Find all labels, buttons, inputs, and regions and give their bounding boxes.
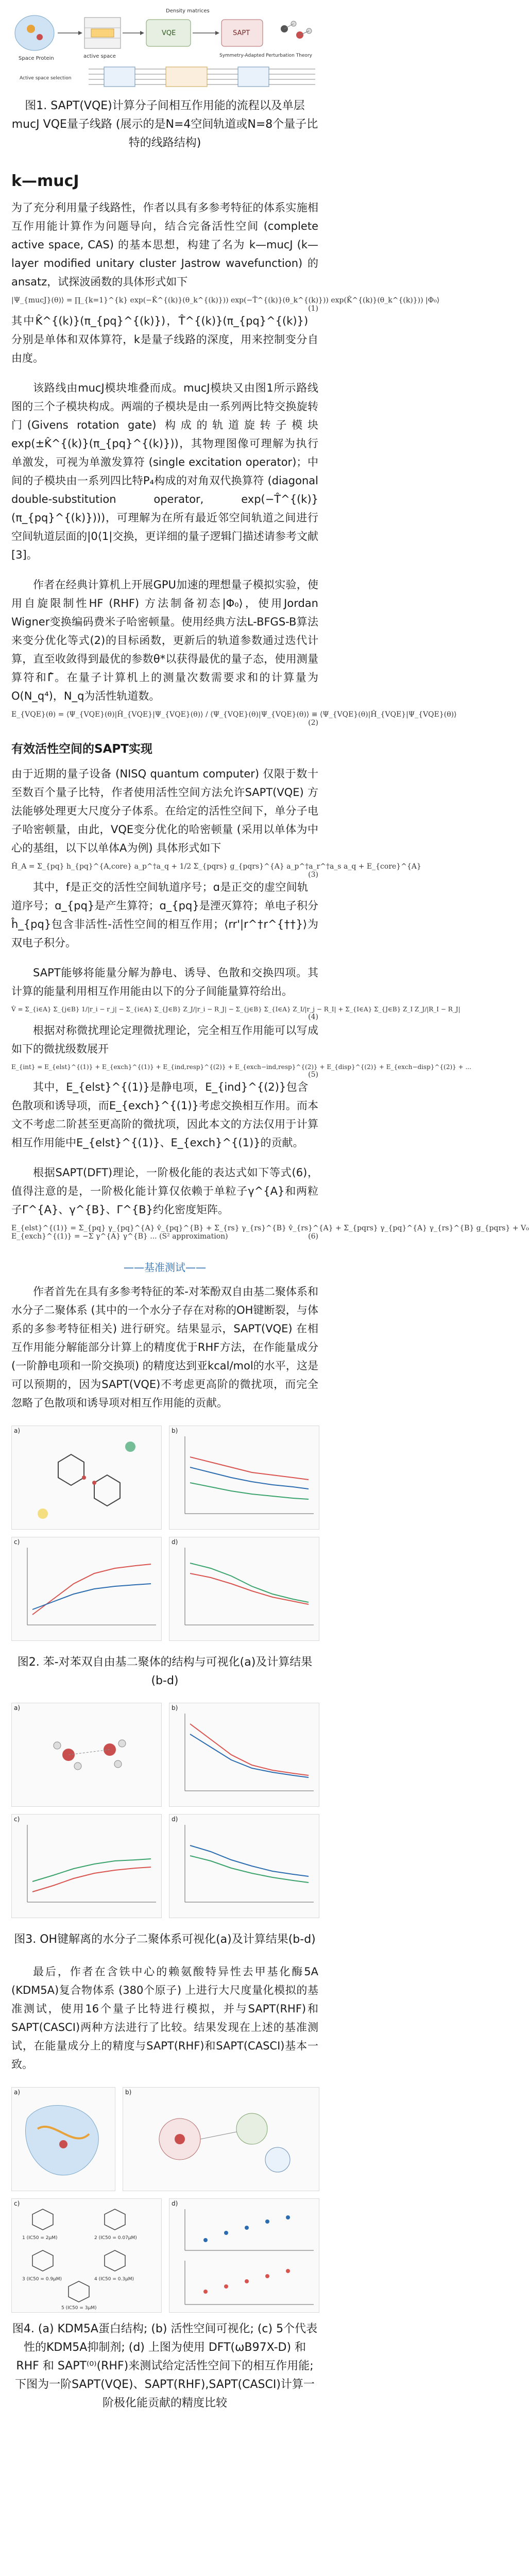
section-title-sapt: 有效活性空间的SAPT实现 <box>11 742 152 756</box>
equation-3-number: (3) <box>308 871 318 879</box>
inhibitor-1-label: 1 (IC50 = 2μM) <box>22 2235 58 2241</box>
figure-2-label-b: b) <box>172 1427 178 1434</box>
figure-4-label-d: d) <box>172 2200 178 2207</box>
equation-2-body: E_{VQE}(θ) = ⟨Ψ_{VQE}(θ)|Ĥ_{VQE}|Ψ_{VQE}(θ)⟩ / ⟨Ψ_{VQE}(θ)|Ψ_{VQE}(θ)⟩ ≡ ⟨Ψ_{VQE}(θ)|Ĥ_{VQE}|Ψ_{VQE}(θ)⟩ <box>11 710 457 719</box>
figure-3-panel-b <box>169 1703 319 1807</box>
inhibitor-2-label: 2 (IC50 = 0.07μM) <box>94 2235 137 2241</box>
figure-4-panel-a <box>11 2087 115 2191</box>
equation-6-exch: E_{exch}^{(1)} = −Σ γ^{A} γ^{B} ... (S² approximation) (6) <box>11 1232 318 1241</box>
paragraph-sapt-indices: 其中，f是正交的活性空间轨道序号；ɑ是正交的虚空间轨道序号；ɑ_{pq}是产生算符；ɑ_{pq}是湮灭算符；单电子积分ĥ_{pq}包含非活性-活性空间的相互作用；⟨rr'|r^†r^{††}⟩为双电子积分。 <box>11 881 318 949</box>
section-divider-benchmark: ——基准测试—— <box>124 1261 206 1274</box>
figure-4 <box>11 2087 318 2314</box>
paragraph-kmucj-simulation: 作者在经典计算机上开展GPU加速的理想量子模拟实验，使用自旋限制性HF (RHF) 方法制备初态|Φ₀⟩，使用Jordan Wigner变换编码费米子哈密顿量。使用经典方法L-BFGS-B算法来变分优化等式(2)的目标函数，更新后的轨道参数通过迭代计算，直至收敛得到最优的参数θ*以获得最优的量子态，使用测量算符和Γ̂。在量子计算机上的测量次数需要求和的计算量为O(N_q⁴)，N_q为活性轨道数。 <box>11 579 318 702</box>
equation-1-number: (1) <box>308 304 318 313</box>
figure-3-plot-d <box>169 1815 319 1918</box>
paragraph-sapt-expansion: 根据对称微扰理论定理微扰理论，完全相互作用能可以写成如下的微扰级数展开 <box>11 1024 318 1055</box>
equation-5-number: (5) <box>308 1071 318 1079</box>
figure-4-panel-b <box>123 2087 319 2191</box>
paragraph-sapt-dft: 根据SAPT(DFT)理论，一阶极化能的表达式如下等式(6)，值得注意的是，一阶极化能计算仅依赖于单粒子γ^{A}和两粒子Γ^{A}、γ^{B}、Γ^{B}约化密度矩阵。 <box>11 1166 318 1216</box>
figure-3-label-d: d) <box>172 1816 178 1823</box>
section-title-kmucj: k—mucJ <box>11 172 79 190</box>
equation-2-number: (2) <box>308 719 318 727</box>
figure-4-inhibitors <box>12 2199 161 2312</box>
figure-2-label-a: a) <box>14 1427 21 1434</box>
figure-3 <box>11 1703 318 1924</box>
figure-2-molecule <box>12 1426 161 1529</box>
paragraph-sapt-decomposition: SAPT能够将能量分解为静电、诱导、色散和交换四项。其计算的能量利用相互作用能由以下的分子间能量算符给出。 <box>11 967 318 997</box>
dimer-molecule-icon <box>281 21 312 39</box>
equation-4 <box>11 1006 460 1021</box>
figure-2-panel-d <box>169 1537 319 1641</box>
equation-4-body: V̂ = Σ_{i∈A} Σ_{j∈B} 1/|r_i − r_j| − Σ_{i∈A} Σ_{J∈B} Z_J/|r_i − R_J| − Σ_{j∈B} Σ_{I∈A} Z_I/|r_j − R_I| + Σ_{I∈A} Σ_{J∈B} Z_I Z_J/|R_I − R_J| <box>11 1006 460 1013</box>
figure-2-panel-b <box>169 1426 319 1530</box>
figure-3-panel-d <box>169 1814 319 1918</box>
figure-3-caption: 图3. OH键解离的水分子二聚体系可视化(a)及计算结果(b-d) <box>14 1933 316 1946</box>
equation-5-body: E_{int} = E_{elst}^{(1)} + E_{exch}^{(1)} + E_{ind,resp}^{(2)} + E_{exch−ind,resp}^{(2)} + E_{disp}^{(2)} + E_{exch−disp}^{(2)} + ... <box>11 1063 471 1071</box>
quantum-circuit <box>89 67 315 87</box>
equation-3-body: Ĥ_A = Σ_{pq} h_{pq}^{A,core} a_p^†a_q + 1/2 Σ_{pqrs} g_{pqrs}^{A} a_p^†a_r^†a_s a_q + E_{core}^{A} <box>11 862 421 871</box>
figure-4-label-c: c) <box>14 2200 20 2207</box>
figure-1-workflow <box>11 2 318 90</box>
figure-3-plot-c <box>12 1815 161 1918</box>
figure-2-panel-a <box>11 1426 162 1530</box>
figure-1 <box>11 2 318 90</box>
figure-4-panel-d <box>169 2198 319 2313</box>
label-symmetry-adapted: Symmetry-Adapted Perturbation Theory <box>219 53 313 58</box>
equation-1 <box>11 296 440 313</box>
paragraph-kdm5a: 最后，作者在含铁中心的赖氨酸特异性去甲基化酶5A (KDM5A)复合物体系 (380个原子) 上进行大尺度量化模拟的基准测试，使用16个量子比特进行模拟，并与SAPT(RHF)和SAPT(CASCI)两种方法进行了比较。结果发现在上述的基准测试，在能量成分上的精度与SAPT(RHF)和SAPT(CASCI)基本一致。 <box>11 1965 318 2071</box>
figure-2-caption: 图2. 苯-对苯双自由基二聚体的结构与可视化(a)及计算结果(b-d) <box>17 1656 313 1687</box>
paragraph-kmucj-modules: 该路线由mucJ模块堆叠而成。mucJ模块又由图1所示路线图的三个子模块构成。两端的子模块是由一系列两比特交换旋转门(Givens rotation gate) 构成的轨道旋转子模块exp(±K̂^{(k)}(π_{pq}^{(k)}))，其物理图像可理解为执行单激发，可视为单激发算符 (single excitation operator)；中间的子模块由一系列四比特P₄构成的对角双代换算符 (diagonal double-substitution operator, exp(−T̂^{(k)}(π_{pq}^{(k)})))，可理解为在所有最近邻空间轨道之间进行空间轨道层面的|0⟨1|交换，更详细的量子逻辑门描述请参考文献[3]。 <box>11 382 318 561</box>
figure-3-label-a: a) <box>14 1704 21 1711</box>
equation-5 <box>11 1063 471 1079</box>
figure-3-panel-c <box>11 1814 162 1918</box>
label-density-matrices: Density matrices <box>166 8 210 14</box>
label-space-selection: Active space selection <box>20 76 72 81</box>
label-space-protein: Space Protein <box>19 56 54 61</box>
paragraph-benchmark: 作者首先在具有多参考特征的苯-对苯酚双自由基二聚体系和水分子二聚体系 (其中的一个水分子存在对称的OH键断裂，与体系的多参考特征相关) 进行研究。结果显示，SAPT(VQE) 在相互作用能分解能部分计算上的精度优于RHF方法，在作能量成分 (一阶静电项和一阶交换项) 的精度达到亚kcal/mol的水平，这是可以预期的，因为SAPT(VQE)不考虑更高阶的微扰项，而完全忽略了色散项和诱导项对相互作用能的贡献。 <box>11 1285 318 1409</box>
figure-4-scatter <box>169 2199 319 2312</box>
inhibitor-5-label: 5 (IC50 = 3μM) <box>61 2306 97 2311</box>
figure-2-plot-d <box>169 1537 319 1640</box>
figure-3-label-b: b) <box>172 1704 178 1711</box>
figure-4-label-b: b) <box>125 2089 132 2096</box>
equation-1-body: |Ψ_{mucJ}(θ)⟩ = ∏_{k=1}^{k} exp(−K̂^{(k)}(θ_k^{(k)})) exp(−T̂^{(k)}(θ_k^{(k)})) exp(K̂^{(k)}(θ_k^{(k)})) |Φ₀⟩ <box>11 296 440 304</box>
paragraph-sapt-intro: 由于近期的量子设备 (NISQ quantum computer) 仅限于数十至数百个量子比特，作者使用活性空间方法允许SAPT(VQE) 方法能够处理更大尺度分子体系。在给定的活性空间下，单分子电子哈密顿量，由此，VQE变分优化的哈密顿量 (采用以单体为中心的基组，以下以单体A为例) 具体形式如下 <box>11 768 318 854</box>
figure-4-label-a: a) <box>14 2089 21 2096</box>
figure-3-plot-b <box>169 1703 319 1806</box>
label-vqe: VQE <box>162 29 176 37</box>
figure-3-label-c: c) <box>14 1816 20 1823</box>
figure-3-molecule <box>12 1703 161 1806</box>
label-active-space: active space <box>83 54 116 59</box>
equation-6 <box>11 1224 529 1241</box>
paragraph-sapt-terms: 其中，E_{elst}^{(1)}是静电项，E_{ind}^{(2)}包含色散项和诱导项，而E_{exch}^{(1)}考虑交换相互作用。而本文不考虑二阶甚至更高阶的微扰项，因此本文的方法仅用于计算相互作用能中E_{elst}^{(1)}、E_{exch}^{(1)}的贡献。 <box>11 1081 318 1149</box>
figure-4-panel-c <box>11 2198 162 2313</box>
figure-2-panel-c <box>11 1537 162 1641</box>
equation-2 <box>11 710 457 727</box>
label-sapt: SAPT <box>233 29 250 37</box>
figure-3-panel-a <box>11 1703 162 1807</box>
figure-2-label-d: d) <box>172 1538 178 1546</box>
figure-1-caption: 图1. SAPT(VQE)计算分子间相互作用能的流程以及单层mucJ VQE量子线路 (展示的是N=4空间轨道或N=8个量子比特的线路结构) <box>11 99 318 149</box>
paragraph-kmucj-intro: 为了充分利用量子线路性，作者以具有多参考特征的体系实施相互作用能计算作为问题导向，结合完备活性空间 (complete active space, CAS) 的基本思想，构建了名为 k—mucJ (k—layer modified unitary cluster Jastrow wavefunction) 的ansatz，试探波函数的具体形式如下 <box>11 201 318 288</box>
figure-4-protein <box>12 2088 115 2191</box>
figure-4-active-space <box>123 2088 319 2191</box>
article-page <box>0 2 529 2576</box>
figure-2-plot-c <box>12 1537 161 1640</box>
inhibitor-4-label: 4 (IC50 = 0.3μM) <box>94 2277 134 2282</box>
inhibitor-3-label: 3 (IC50 = 0.9μM) <box>22 2277 62 2282</box>
paragraph-kmucj-operators: 其中K̂^{(k)}(π_{pq}^{(k)})，T̂^{(k)}(π_{pq}^{(k)})分别是单体和双体算符，k是量子线路的深度，用来控制变分自由度。 <box>11 315 318 364</box>
equation-6-number: (6) <box>308 1232 318 1241</box>
figure-4-caption: 图4. (a) KDM5A蛋白结构; (b) 活性空间可视化; (c) 5个代表性的KDM5A抑制剂; (d) 上图为使用 DFT(ωB97X-D) 和 RHF 和 SAPT⁽⁰⁾(RHF)来测试给定活性空间下的相互作用能; 下图为一阶SAPT(VQE)、SAPT(RHF),SAPT(CASCI)计算一阶极化能贡献的精度比较 <box>12 2323 318 2410</box>
figure-2 <box>11 1426 318 1647</box>
equation-3 <box>11 862 421 879</box>
equation-4-number: (4) <box>308 1013 318 1021</box>
figure-2-label-c: c) <box>14 1538 20 1546</box>
figure-2-plot-b <box>169 1426 319 1529</box>
equation-6-elst: E_{elst}^{(1)} = Σ_{pq} γ_{pq}^{A} v̂_{pq}^{B} + Σ_{rs} γ_{rs}^{B} v̂_{rs}^{A} + Σ_{pqrs} γ_{pq}^{A} γ_{rs}^{B} g_{pqrs} + V₀ <box>11 1224 529 1232</box>
